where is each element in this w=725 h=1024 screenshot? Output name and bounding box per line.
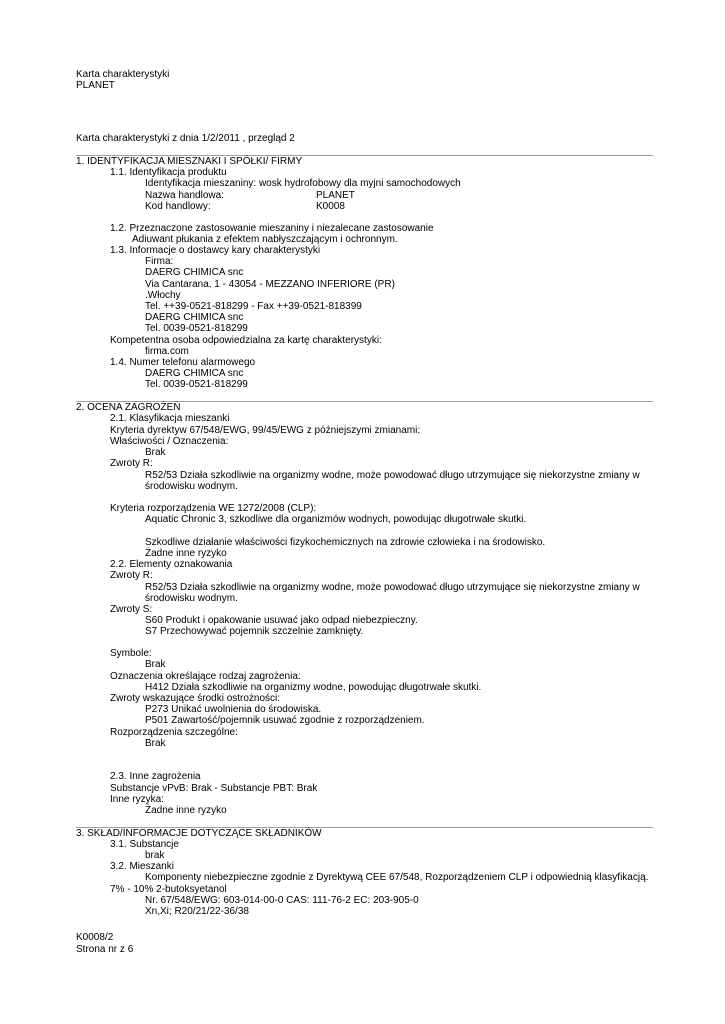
component-numbers: Nr. 67/548/EWG: 603-014-00-0 CAS: 111-76-2 EC: 203-905-0 [145, 895, 419, 906]
mixture-identification: Identyfikacja mieszaniny: wosk hydrofobowy dla myjni samochodowych [145, 178, 461, 189]
s-phrase-s7: S7 Przechowywać pojemnik szczelnie zamknięty. [145, 626, 364, 637]
section-2-title: 2. OCENA ZAGROŻEŃ [76, 402, 181, 413]
firm-label: Firma: [145, 256, 174, 267]
document-type: Karta charakterystyki [76, 69, 170, 80]
subsection-3-2: 3.2. Mieszanki [110, 861, 174, 872]
intended-use: Adiuwant płukania z efektem nabłyszczającym i ochronnym. [132, 234, 398, 245]
s-phrases-label: Zwroty S: [110, 604, 153, 615]
properties-value: Brak [145, 447, 166, 458]
component-classification: Xn,Xi; R20/21/22-36/38 [145, 906, 249, 917]
properties-label: Właściwości / Oznaczenia: [110, 436, 229, 447]
subsection-2-2: 2.2. Elementy oznakowania [110, 559, 233, 570]
vpvb-pbt: Substancje vPvB: Brak - Substancje PBT: Brak [110, 783, 318, 794]
revision-date: Karta charakterystyki z dnia 1/2/2011 , przegląd 2 [76, 133, 295, 144]
precautionary-p273: P273 Unikać uwolnienia do środowiska. [145, 704, 322, 715]
competent-person-label: Kompetentna osoba odpowiedzialna za kartę charakterystyki: [110, 335, 382, 346]
section-1-title: 1. IDENTYFIKACJA MIESZNAKI I SPÓŁKI/ FIRMY [76, 156, 303, 167]
trade-code-value: K0008 [316, 201, 345, 212]
harmful-effects: Szkodliwe działanie właściwości fizykochemicznych na zdrowie człowieka i na środowisko. [145, 537, 546, 548]
firm-phone-2: Tel. 0039-0521-818299 [145, 323, 248, 334]
emergency-firm-name: DAERG CHIMICA snc [145, 368, 244, 379]
trade-name-value: PLANET [316, 190, 355, 201]
footer-code: K0008/2 [76, 932, 114, 943]
s-phrase-s60: S60 Produkt i opakowanie usuwać jako odpad niebezpieczny. [145, 615, 418, 626]
r-phrases-label: Zwroty R: [110, 458, 153, 469]
aquatic-chronic: Aquatic Chronic 3, szkodliwe dla organizmów wodnych, powodując długotrwałe skutki. [145, 514, 527, 525]
firm-name: DAERG CHIMICA snc [145, 267, 244, 278]
r-phrase-r5253-2: R52/53 Działa szkodliwie na organizmy wodne, może powodować długo utrzymujące się niekorzystne zmiany w [145, 582, 640, 593]
special-regulations-value: Brak [145, 738, 166, 749]
symbols-value: Brak [145, 659, 166, 670]
firm-name-2: DAERG CHIMICA snc [145, 312, 244, 323]
subsection-1-4: 1.4. Numer telefonu alarmowego [110, 357, 256, 368]
other-risks-value: Żadne inne ryzyko [145, 805, 227, 816]
firm-country: .Włochy [145, 290, 181, 301]
clp-criteria: Kryteria rozporządzenia WE 1272/2008 (CLP): [110, 503, 317, 514]
directive-criteria: Kryteria dyrektyw 67/548/EWG, 99/45/EWG z późniejszymi zmianami: [110, 425, 421, 436]
r-phrase-r5253-cont: środowisku wodnym. [145, 481, 238, 492]
footer-page-number: Strona nr z 6 [76, 944, 134, 955]
precautionary-p501: P501 Zawartość/pojemnik usuwać zgodnie z rozporządzeniem. [145, 715, 425, 726]
subsection-2-3: 2.3. Inne zagrożenia [110, 771, 201, 782]
precautionary-label: Zwroty wskazujące środki ostrożności: [110, 693, 281, 704]
subsection-2-1: 2.1. Klasyfikacja mieszanki [110, 413, 230, 424]
r-phrase-r5253: R52/53 Działa szkodliwie na organizmy wodne, może powodować długo utrzymujące się niekorzystne zmiany w [145, 470, 640, 481]
r-phrases-label-2: Zwroty R: [110, 570, 153, 581]
subsection-1-2: 1.2. Przeznaczone zastosowanie mieszaniny i niezalecane zastosowanie [110, 223, 434, 234]
subsection-3-1: 3.1. Substancje [110, 839, 179, 850]
section-3-title: 3. SKŁAD/INFORMACJE DOTYCZĄCE SKŁADNIKÓW [76, 828, 322, 839]
r-phrase-r5253-2-cont: środowisku wodnym. [145, 593, 238, 604]
trade-name-label: Nazwa handlowa: [145, 190, 224, 201]
hazard-statement-h412: H412 Działa szkodliwie na organizmy wodne, powodując długotrwałe skutki. [145, 682, 482, 693]
hazardous-components: Komponenty niebezpieczne zgodnie z Dyrektywą CEE 67/548, Rozporządzeniem CLP i odpowiednią klasyfikacją. [145, 872, 649, 883]
hazard-statements-label: Oznaczenia określające rodzaj zagrożenia: [110, 671, 301, 682]
emergency-phone: Tel. 0039-0521-818299 [145, 379, 248, 390]
firm-phone-fax: Tel. ++39-0521-818299 - Fax ++39-0521-818399 [145, 301, 362, 312]
no-other-risk: Żadne inne ryzyko [145, 548, 227, 559]
subsection-1-3: 1.3. Informacje o dostawcy kary charakterystyki [110, 245, 321, 256]
component-concentration: 7% - 10% 2-butoksyetanol [110, 884, 227, 895]
competent-person-email: firma.com [145, 346, 189, 357]
firm-address: Via Cantarana, 1 - 43054 - MEZZANO INFERIORE (PR) [145, 279, 395, 290]
special-regulations-label: Rozporządzenia szczególne: [110, 727, 238, 738]
substances-value: brak [145, 850, 165, 861]
symbols-label: Symbole: [110, 648, 152, 659]
other-risks-label: Inne ryzyka: [110, 794, 164, 805]
trade-code-label: Kod handlowy: [145, 201, 211, 212]
subsection-1-1: 1.1. Identyfikacja produktu [110, 167, 227, 178]
product-name: PLANET [76, 80, 115, 91]
